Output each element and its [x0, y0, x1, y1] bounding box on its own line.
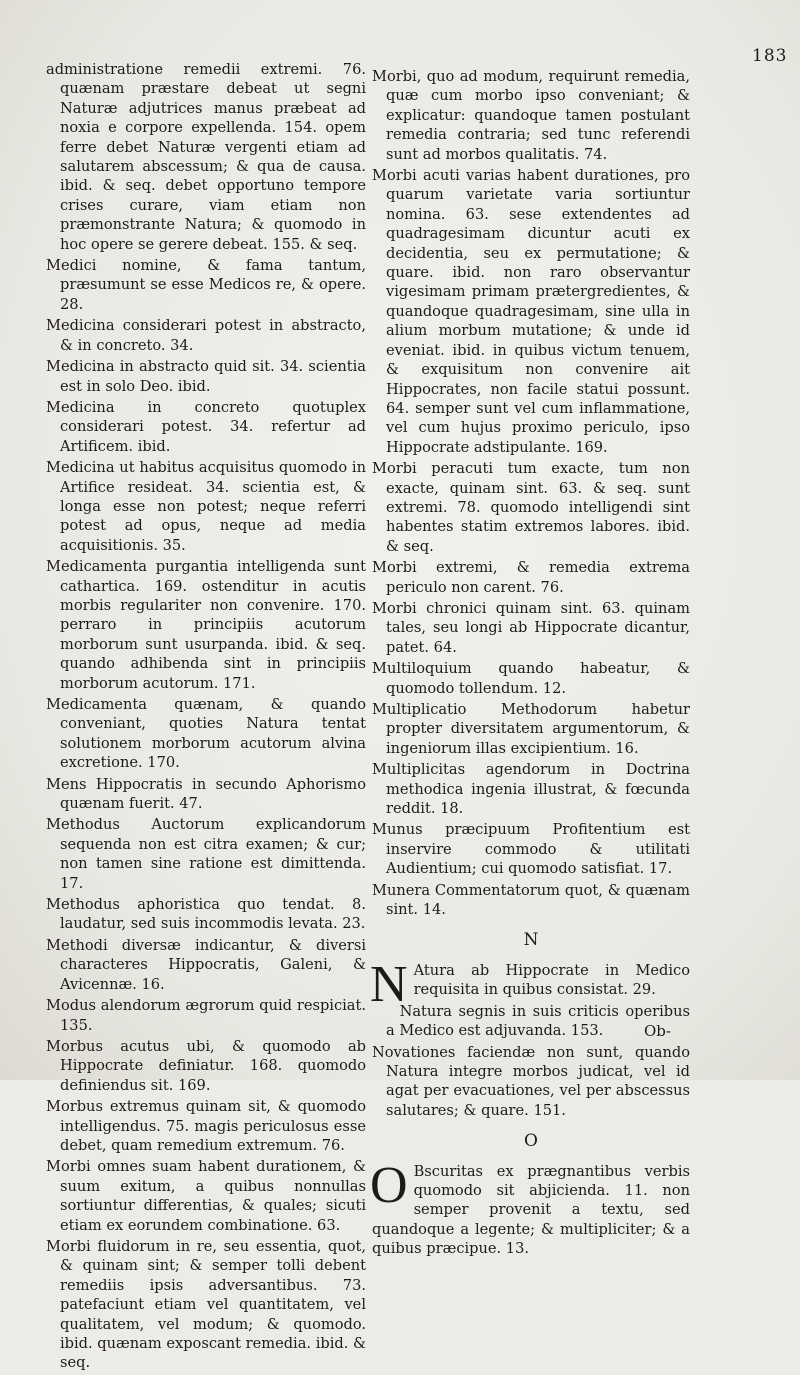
- index-entry: Methodi diversæ indicantur, & diversi characteres Hippocratis, Galeni, & Avicennæ. 16.: [46, 936, 366, 993]
- index-entry: Morbi chronici quinam sint. 63. quinam tales, seu longi ab Hippocrate dicantur, patet. 64.: [372, 599, 690, 656]
- section-letter-n: N: [523, 930, 539, 951]
- index-entry: Multiplicatio Methodorum habetur propter diversitatem argumentorum, & ingeniorum illas excipientium. 16.: [372, 701, 690, 757]
- index-column-right: [372, 67, 690, 1261]
- index-entry: Medicina ut habitus acquisitus quomodo in Artifice resideat. 34. scientia est, & longa esse non potest; neque referri potest ad opus, neque ad media acquisitionis. 35.: [46, 459, 366, 554]
- index-entry-first-n: [370, 955, 690, 1013]
- index-entry-text: Bscuritas ex prægnantibus verbis quomodo sit abjicienda. 11. non semper provenit a textu, sed quandoque a legente; & multipliciter; & a quibus præcipue. 13.: [372, 1162, 690, 1258]
- index-entry: Natura segnis in suis criticis operibus a Medico est adjuvanda. 153.: [386, 1002, 690, 1040]
- index-entry: Medicina in abstracto quid sit. 34. scientia est in solo Deo. ibid.: [46, 358, 366, 395]
- index-entry: Munera Commentatorum quot, & quænam sint. 14.: [372, 881, 690, 919]
- index-entry-text: Atura ab Hippocrate in Medico requisita in quibus consistat. 29.: [413, 961, 690, 999]
- index-column-left: [46, 60, 366, 1375]
- drop-cap-n: N: [370, 955, 408, 1013]
- index-entry: Methodus aphoristica quo tendat. 8. laudatur, sed suis incommodis levata. 23.: [46, 896, 366, 933]
- index-entry: Morbus acutus ubi, & quomodo ab Hippocrate definiatur. 168. quomodo definiendus sit. 169.: [46, 1037, 366, 1094]
- index-entry: administratione remedii extremi. 76. quænam præstare debeat ut segni Naturæ adjutrices manus præbeat ad noxia e corpore expellenda. 154. opem ferre debet Naturæ vergenti etiam ad salutarem abscessum; & qua de causa. ibid. & seq. debet opportuno tempore crises curare, viam etiam non præmonstrante Natura; & quomodo in hoc opere se gerere debeat. 155. & seq.: [46, 61, 366, 253]
- index-entry: Morbus extremus quinam sit, & quomodo intelligendus. 75. magis periculosus esse debet, quam remedium extremum. 76.: [46, 1098, 366, 1154]
- section-letter-o: O: [524, 1131, 538, 1152]
- index-entry: Multiplicitas agendorum in Doctrina methodica ingenia illustrat, & fœcunda reddit. 18.: [372, 761, 690, 818]
- index-entry: Medicamenta purgantia intelligenda sunt cathartica. 169. ostenditur in acutis morbis regulariter non convenire. 170. perraro in principiis acutorum morborum sunt usurpanda. ibid. & seq. quando adhibenda sint in principiis morborum acutorum. 171.: [46, 558, 366, 692]
- catchword: Ob-: [644, 1022, 671, 1040]
- index-entry: Morbi peracuti tum exacte, tum non exacte, quinam sint. 63. & seq. sunt extremi. 78. quomodo intelligendi sint habentes statim extremos labores. ibid. & seq.: [372, 460, 690, 555]
- index-entry: Mens Hippocratis in secundo Aphorismo quænam fuerit. 47.: [46, 775, 366, 813]
- index-entry: Novationes faciendæ non sunt, quando Natura integre morbos judicat, vel id agat per evacuationes, vel per abscessus salutares; & quare. 151.: [372, 1043, 690, 1119]
- index-entry: Morbi extremi, & remedia extrema periculo non carent. 76.: [372, 559, 690, 596]
- index-entry: Morbi acuti varias habent durationes, pro quarum varietate varia sortiuntur nomina. 63. sese extendentes ad quadragesimam dicuntur acuti ex decidentia, seu ex permutatione; & quare. ibid. non raro observantur vigesimam primam prætergredientes, & quandoque quadragesimam, sine ulla in alium morbum mutatione; & unde id eveniat. ibid. in quibus victum tenuem, & exquisitum non convenire ait Hippocrates, non facile statui possunt. 64. semper sunt vel cum inflammatione, vel cum hujus proximo periculo, ipso Hippocrate adstipulante. 169.: [372, 167, 690, 456]
- index-entry: Morbi fluidorum in re, seu essentia, quot, & quinam sint; & semper tolli debent remediis ipsis adversantibus. 73. patefaciunt etiam vel quantitatem, vel qualitatem, vel modum; & quomodo. ibid. quænam exposcant remedia. ibid. & seq.: [46, 1237, 366, 1372]
- index-entry: Methodus Auctorum explicandorum sequenda non est citra examen; & cur; non tamen sine ratione est dimittenda. 17.: [46, 816, 366, 892]
- index-entry: Medicina in concreto quotuplex considerari potest. 34. refertur ad Artificem. ibid.: [46, 398, 366, 455]
- index-entry: Medicamenta quænam, & quando conveniant, quoties Natura tentat solutionem morborum acutorum alvina excretione. 170.: [46, 696, 366, 772]
- index-entry-first-o: [370, 1156, 690, 1259]
- index-entry: Munus præcipuum Profitentium est inservire commodo & utilitati Audientium; cui quomodo satisfiat. 17.: [372, 821, 690, 878]
- index-entry: Multiloquium quando habeatur, & quomodo tollendum. 12.: [372, 660, 690, 697]
- index-entry: Medici nomine, & fama tantum, præsumunt se esse Medicos re, & opere. 28.: [46, 257, 366, 313]
- index-entry: Medicina considerari potest in abstracto, & in concreto. 34.: [46, 317, 366, 354]
- index-entry: Modus alendorum ægrorum quid respiciat. 135.: [46, 997, 366, 1034]
- index-entry: Morbi omnes suam habent durationem, & suum exitum, a quibus nonnullas sortiuntur differentias, & quales; sicuti etiam ex eorundem combinatione. 63.: [46, 1158, 366, 1234]
- index-entry: Morbi, quo ad modum, requirunt remedia, quæ cum morbo ipso conveniant; & explicatur: quandoque tamen postulant remedia contraria; sed tunc referendi sunt ad morbos qualitatis. 74.: [372, 68, 690, 163]
- page-number: 183: [752, 46, 788, 66]
- drop-cap-o: O: [370, 1156, 408, 1214]
